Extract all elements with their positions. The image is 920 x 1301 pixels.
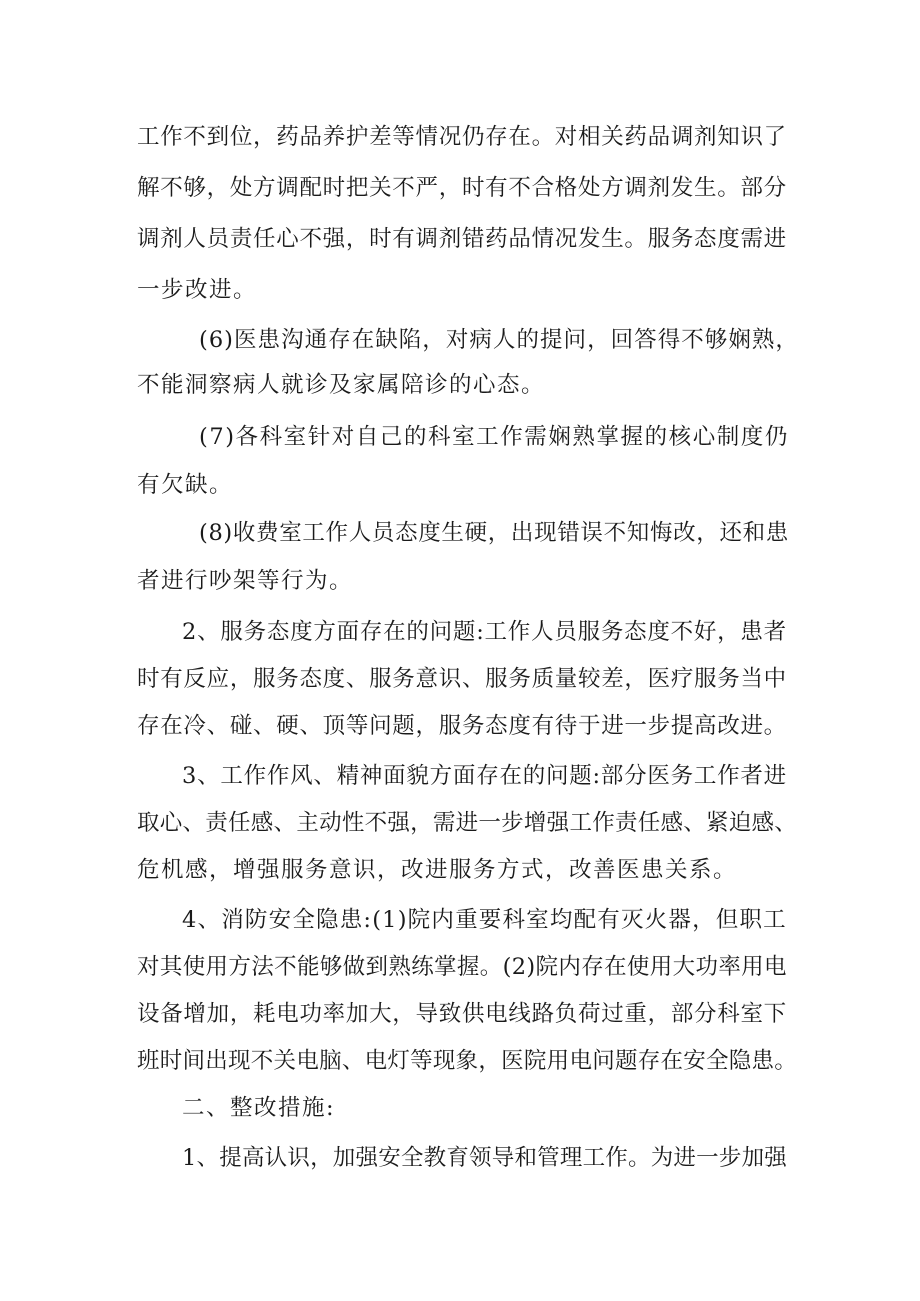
section-heading: 二、整改措施:	[182, 1095, 336, 1121]
text-line: 设备增加，耗电功率加大，导致供电线路负荷过重，部分科室下	[137, 1001, 787, 1027]
text-line: 工作不到位，药品养护差等情况仍存在。对相关药品调剂知识了	[137, 124, 787, 150]
text-line: 班时间出现不关电脑、电灯等现象，医院用电问题存在安全隐患。	[137, 1048, 798, 1074]
text-line: 对其使用方法不能够做到熟练掌握。(2)院内存在使用大功率用电	[137, 954, 787, 980]
text-line: 解不够，处方调配时把关不严，时有不合格处方调剂发生。部分	[137, 175, 787, 201]
text-line: 不能洞察病人就诊及家属陪诊的心态。	[137, 372, 546, 398]
text-line: 存在冷、碰、硬、顶等问题，服务态度有待于进一步提高改进。	[137, 713, 787, 739]
text-line: 有欠缺。	[137, 472, 234, 498]
text-line: 3、工作作风、精神面貌方面存在的问题:部分医务工作者进	[182, 763, 787, 789]
text-line: 一步改进。	[137, 277, 258, 303]
text-line: 取心、责任感、主动性不强，需进一步增强工作责任感、紧迫感、	[137, 810, 798, 836]
text-line: 危机感，增强服务意识，改进服务方式，改善医患关系。	[137, 857, 738, 883]
text-line: 1、提高认识，加强安全教育领导和管理工作。为进一步加强	[182, 1145, 787, 1171]
text-line: 时有反应，服务态度、服务意识、服务质量较差，医疗服务当中	[137, 666, 787, 692]
text-line: (6)医患沟通存在缺陷，对病人的提问，回答得不够娴熟，	[199, 327, 799, 353]
text-line: 调剂人员责任心不强，时有调剂错药品情况发生。服务态度需进	[137, 226, 787, 252]
text-line: 2、服务态度方面存在的问题:工作人员服务态度不好，患者	[182, 619, 787, 645]
text-line: (8)收费室工作人员态度生硬，出现错误不知悔改，还和患	[199, 520, 789, 546]
text-line: (7)各科室针对自己的科室工作需娴熟掌握的核心制度仍	[199, 424, 789, 450]
text-line: 4、消防安全隐患:(1)院内重要科室均配有灭火器，但职工	[182, 907, 787, 933]
text-line: 者进行吵架等行为。	[137, 568, 354, 594]
